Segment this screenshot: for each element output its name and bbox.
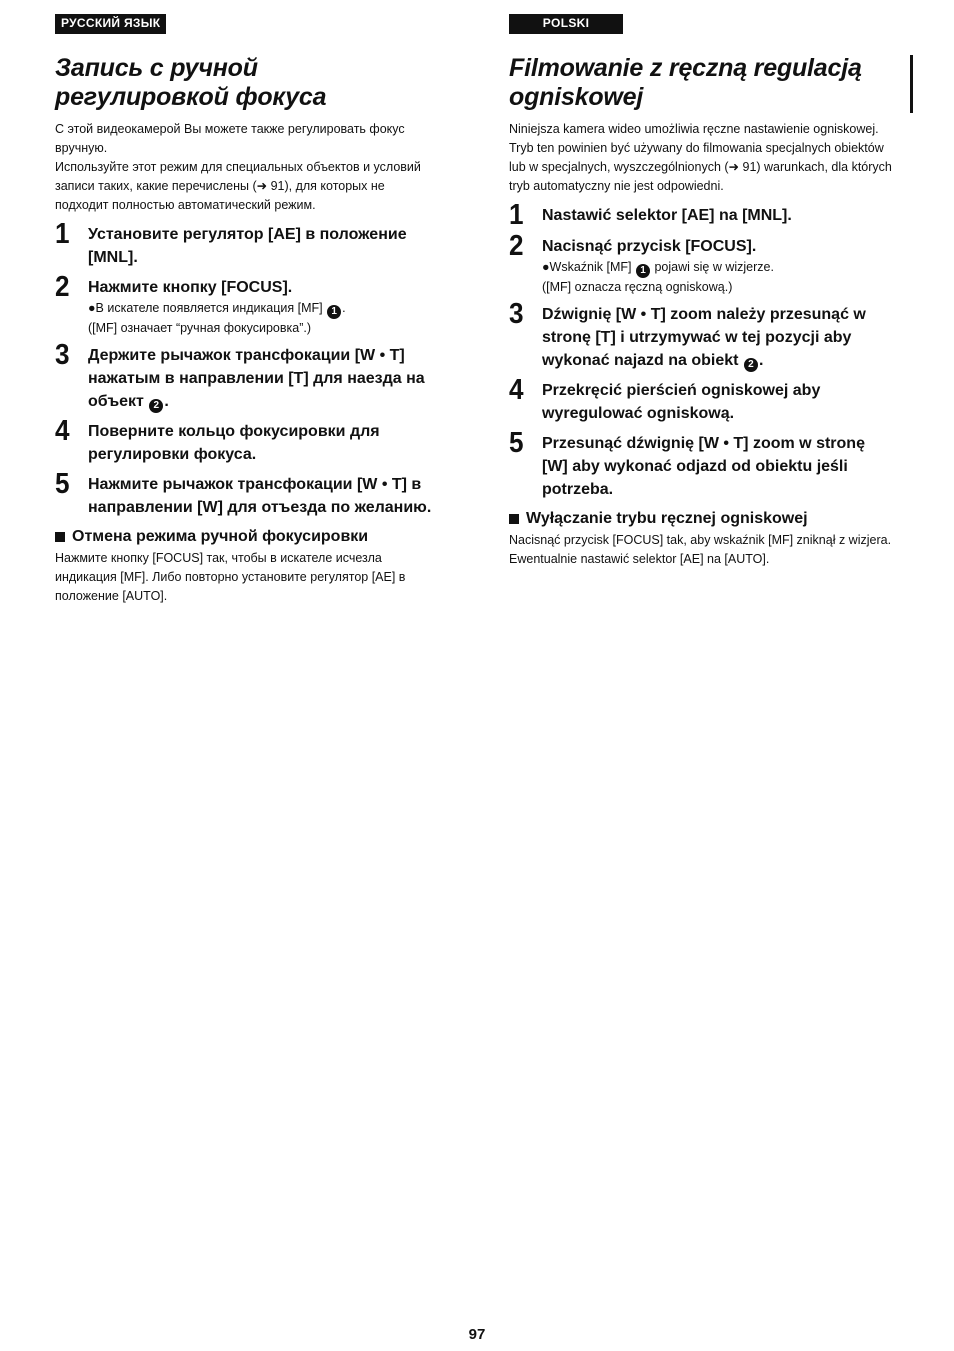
step-number: 3	[509, 298, 524, 330]
step-number: 1	[55, 218, 70, 250]
subsection-text: Нажмите кнопку [FOCUS] так, чтобы в искателе исчезла индикация [MF]. Либо повторно установите регулятор [AE] в положение [AUTO].	[55, 551, 406, 603]
margin-rule	[910, 55, 913, 113]
intro-paragraph: Tryb ten powinien być używany do filmowania specjalnych obiektów lub w specjalnych, wyszczególnionych (➜ 91) warunkach, dla których tryb automatyczny nie jest odpowiedni.	[509, 141, 892, 193]
section-title: Запись с ручной регулировкой фокуса	[55, 54, 327, 111]
note-text: ●В искателе появляется индикация [MF]	[88, 301, 323, 315]
subsection-heading	[55, 527, 435, 547]
intro-paragraph: Niniejsza kamera wideo umożliwia ręczne nastawienie ogniskowej.	[509, 122, 879, 136]
section-title: Filmowanie z ręczną regulacją ogniskowej	[509, 54, 862, 111]
step-1	[509, 199, 894, 231]
subsection-heading-text: Отмена режима ручной фокусировки	[72, 528, 369, 545]
step-text	[542, 303, 894, 372]
intro-paragraph: С этой видеокамерой Вы можете также регулировать фокус вручную.	[55, 122, 405, 155]
square-bullet-icon	[509, 514, 519, 524]
step-3	[55, 339, 435, 413]
step-number: 2	[509, 230, 524, 262]
intro-text	[509, 120, 894, 196]
note-text: .	[342, 301, 346, 315]
circled-number-2-icon: 2	[744, 358, 758, 372]
step-5	[55, 468, 435, 519]
step-2	[55, 271, 435, 337]
intro-paragraph: Используйте этот режим для специальных объектов и условий записи таких, какие перечислены (➜ 91), для которых не подходит полностью автоматический режим.	[55, 160, 421, 212]
language-tab-polish: POLSKI	[509, 14, 623, 34]
step-text: Нажмите кнопку [FOCUS].	[88, 279, 293, 296]
step-3	[509, 298, 894, 372]
circled-number-1-icon: 1	[636, 264, 650, 278]
step-text: Przekręcić pierścień ogniskowej aby wyregulować ogniskową.	[542, 382, 821, 422]
step-number: 4	[509, 374, 524, 406]
step-list	[509, 199, 894, 501]
step-note	[88, 299, 435, 319]
step-note: ([MF] oznacza ręczną ogniskową.)	[542, 280, 733, 294]
step-number: 2	[55, 271, 70, 303]
intro-text	[55, 120, 435, 215]
step-4	[55, 415, 435, 466]
square-bullet-icon	[55, 532, 65, 542]
step-number: 1	[509, 199, 524, 231]
step-text-part: Держите рычажок трансфокации [W • T] нажатым в направлении [T] для наезда на объект	[88, 347, 425, 410]
subsection-text: Nacisnąć przycisk [FOCUS] tak, aby wskaźnik [MF] zniknął z wizjera. Ewentualnie nastawić selektor [AE] na [AUTO].	[509, 533, 892, 566]
step-note	[542, 258, 894, 278]
step-1	[55, 218, 435, 269]
language-tab-russian: РУССКИЙ ЯЗЫК	[55, 14, 166, 34]
step-number: 5	[55, 468, 70, 500]
circled-number-2-icon: 2	[149, 399, 163, 413]
subsection-heading-text: Wyłączanie trybu ręcznej ogniskowej	[526, 510, 808, 527]
step-text: Nacisnąć przycisk [FOCUS].	[542, 238, 757, 255]
step-text: Nastawić selektor [AE] na [MNL].	[542, 207, 792, 224]
step-number: 3	[55, 339, 70, 371]
step-number: 5	[509, 427, 524, 459]
step-text: Поверните кольцо фокусировки для регулировки фокуса.	[88, 423, 380, 463]
step-list	[55, 218, 435, 519]
step-number: 4	[55, 415, 70, 447]
note-text: ●Wskaźnik [MF]	[542, 260, 632, 274]
step-text-part: Dźwignię [W • T] zoom należy przesunąć w stronę [T] i utrzymywać w tej pozycji aby wykonać najazd na obiekt	[542, 306, 866, 369]
subsection-heading	[509, 509, 894, 529]
circled-number-1-icon: 1	[327, 305, 341, 319]
step-text-part: .	[164, 393, 169, 410]
step-text: Przesunąć dźwignię [W • T] zoom w stronę [W] aby wykonać odjazd od obiektu jeśli potrzeba.	[542, 435, 865, 498]
step-text: Установите регулятор [AE] в положение [MNL].	[88, 226, 407, 266]
step-note: ([MF] означает “ручная фокусировка”.)	[88, 321, 312, 335]
step-text: Нажмите рычажок трансфокации [W • T] в направлении [W] для отъезда по желанию.	[88, 476, 432, 516]
step-4	[509, 374, 894, 425]
step-text	[88, 344, 435, 413]
polish-column	[509, 14, 894, 569]
step-text-part: .	[758, 352, 764, 369]
russian-column	[55, 14, 435, 606]
step-2	[509, 230, 894, 296]
page-number: 97	[468, 1326, 486, 1343]
step-5	[509, 427, 894, 501]
note-text: pojawi się w wizjerze.	[650, 260, 774, 274]
